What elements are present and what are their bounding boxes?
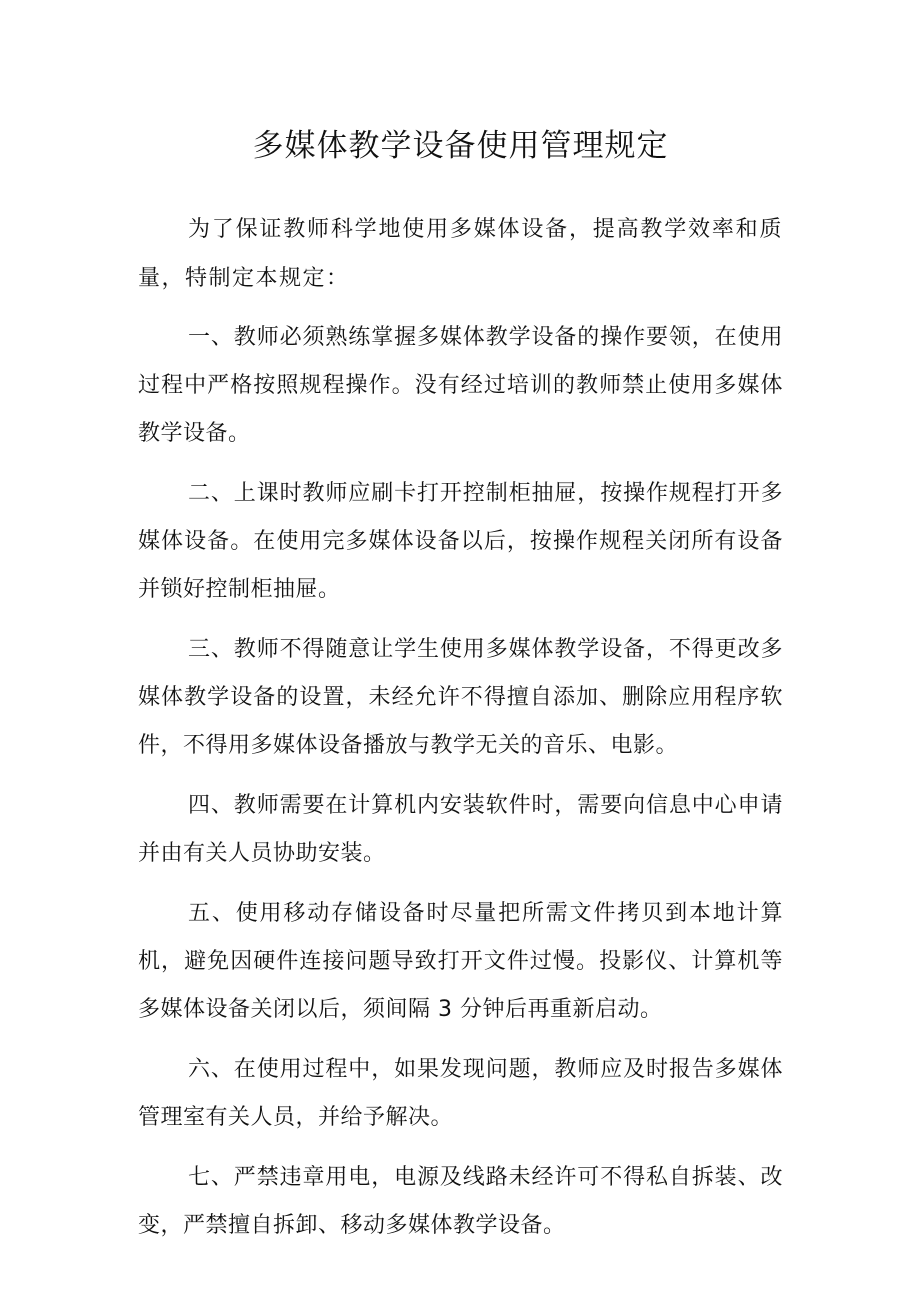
rule-4: 四、教师需要在计算机内安装软件时，需要向信息中心申请并由有关人员协助安装。 bbox=[138, 793, 783, 866]
rule-3: 三、教师不得随意让学生使用多媒体教学设备，不得更改多媒体教学设备的设置，未经允许不得擅自添加、删除应用程序软件，不得用多媒体设备播放与教学无关的音乐、电影。 bbox=[138, 637, 783, 758]
rule-7: 七、严禁违章用电，电源及线路未经许可不得私自拆装、改变，严禁擅自拆卸、移动多媒体教学设备。 bbox=[138, 1165, 783, 1238]
rule-2: 二、上课时教师应刷卡打开控制柜抽屉，按操作规程打开多媒体设备。在使用完多媒体设备以后，按操作规程关闭所有设备并锁好控制柜抽屉。 bbox=[138, 481, 783, 602]
rule-5: 五、使用移动存储设备时尽量把所需文件拷贝到本地计算机，避免因硬件连接问题导致打开文件过慢。投影仪、计算机等多媒体设备关闭以后，须间隔 3 分钟后再重新启动。 bbox=[138, 901, 783, 1022]
rule-1: 一、教师必须熟练掌握多媒体教学设备的操作要领，在使用过程中严格按照规程操作。没有经过培训的教师禁止使用多媒体教学设备。 bbox=[138, 325, 783, 446]
rule-6: 六、在使用过程中，如果发现问题，教师应及时报告多媒体管理室有关人员，并给予解决。 bbox=[138, 1057, 783, 1130]
intro-paragraph: 为了保证教师科学地使用多媒体设备，提高教学效率和质量，特制定本规定： bbox=[138, 217, 783, 291]
document-title: 多媒体教学设备使用管理规定 bbox=[252, 128, 669, 164]
